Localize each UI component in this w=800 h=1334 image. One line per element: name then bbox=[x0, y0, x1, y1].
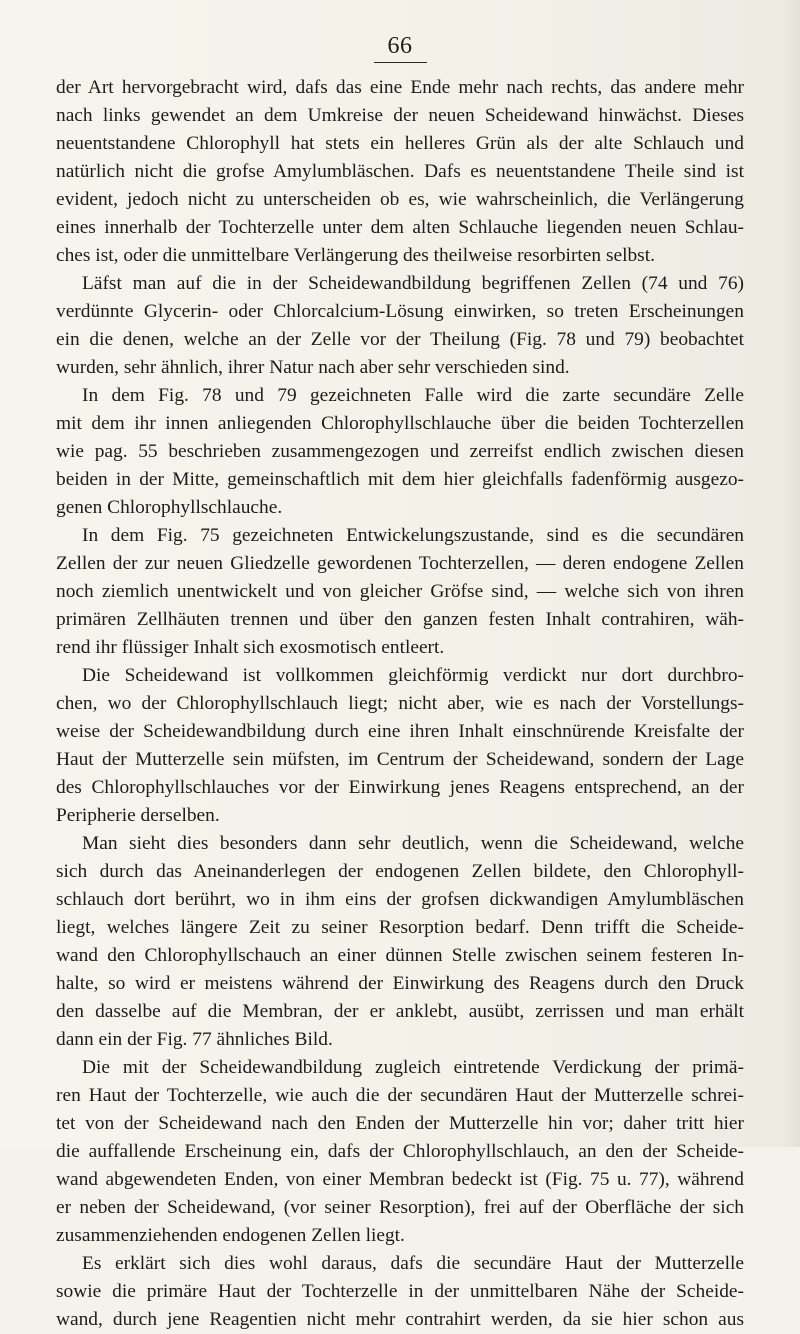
paragraph bbox=[56, 382, 744, 522]
text-line: rend ihr flüssiger Inhalt sich exosmotisch entleert. bbox=[56, 637, 445, 658]
paragraph bbox=[56, 830, 744, 1054]
text-line: Haut der Mutterzelle sein müfsten, im Centrum der Scheidewand, sondern der Lage bbox=[56, 749, 744, 770]
text-line: liegt, welches längere Zeit zu seiner Resorption bedarf. Denn trifft die Scheide- bbox=[56, 917, 744, 938]
text-line: Die mit der Scheidewandbildung zugleich eintretende Verdickung der primä- bbox=[82, 1057, 744, 1078]
text-line: beiden in der Mitte, gemeinschaftlich mit dem hier gleichfalls fadenförmig ausgezo- bbox=[56, 469, 744, 490]
text-line: Läfst man auf die in der Scheidewandbildung begriffenen Zellen (74 und 76) bbox=[82, 273, 744, 294]
text-line: wand, durch jene Reagentien nicht mehr contrahirt werden, da sie hier schon aus bbox=[56, 1309, 744, 1330]
text-line: neuentstandene Chlorophyll hat stets ein helleres Grün als der alte Schlauch und bbox=[56, 133, 744, 154]
text-line: In dem Fig. 78 und 79 gezeichneten Falle wird die zarte secundäre Zelle bbox=[82, 385, 744, 406]
text-line: wurden, sehr ähnlich, ihrer Natur nach aber sehr verschieden sind. bbox=[56, 357, 570, 378]
text-line: Die Scheidewand ist vollkommen gleichförmig verdickt nur dort durchbro- bbox=[82, 665, 744, 686]
page-number-text: 66 bbox=[374, 32, 427, 63]
body-text bbox=[56, 74, 744, 1334]
page-number bbox=[0, 32, 800, 63]
paragraph bbox=[56, 1250, 744, 1334]
text-line: den dasselbe auf die Membran, der er anklebt, ausübt, zerrissen und man erhält bbox=[56, 1001, 744, 1022]
text-line: halte, so wird er meistens während der Einwirkung des Reagens durch den Druck bbox=[56, 973, 744, 994]
text-line: die auffallende Erscheinung ein, dafs der Chlorophyllschlauch, an den der Scheide- bbox=[56, 1141, 744, 1162]
text-line: Es erklärt sich dies wohl daraus, dafs die secundäre Haut der Mutterzelle bbox=[82, 1253, 744, 1274]
text-line: primären Zellhäuten trennen und über den ganzen festen Inhalt contrahiren, wäh- bbox=[56, 609, 744, 630]
text-line: schlauch dort berührt, wo in ihm eins der grofsen dickwandigen Amylumbläschen bbox=[56, 889, 744, 910]
text-line: dann ein der Fig. 77 ähnliches Bild. bbox=[56, 1029, 333, 1050]
text-line: natürlich nicht die grofse Amylumbläschen. Dafs es neuentstandene Theile sind ist bbox=[56, 161, 744, 182]
paragraph bbox=[56, 662, 744, 830]
text-line: Man sieht dies besonders dann sehr deutlich, wenn die Scheidewand, welche bbox=[82, 833, 744, 854]
page-edge-shadow bbox=[782, 0, 800, 1147]
paragraph bbox=[56, 270, 744, 382]
text-line: der Art hervorgebracht wird, dafs das eine Ende mehr nach rechts, das andere mehr bbox=[56, 77, 744, 98]
text-line: sich durch das Aneinanderlegen der endogenen Zellen bildete, den Chlorophyll- bbox=[56, 861, 744, 882]
text-line: wie pag. 55 beschrieben zusammengezogen und zerreifst endlich zwischen diesen bbox=[56, 441, 744, 462]
text-line: genen Chlorophyllschlauche. bbox=[56, 497, 283, 518]
text-line: Peripherie derselben. bbox=[56, 805, 220, 826]
text-line: mit dem ihr innen anliegenden Chlorophyllschlauche über die beiden Tochterzellen bbox=[56, 413, 744, 434]
text-line: ren Haut der Tochterzelle, wie auch die der secundären Haut der Mutterzelle schrei- bbox=[56, 1085, 744, 1106]
text-line: chen, wo der Chlorophyllschlauch liegt; nicht aber, wie es nach der Vorstellungs- bbox=[56, 693, 744, 714]
text-line: tet von der Scheidewand nach den Enden der Mutterzelle hin vor; daher tritt hier bbox=[56, 1113, 744, 1134]
text-line: wand abgewendeten Enden, von einer Membran bedeckt ist (Fig. 75 u. 77), während bbox=[56, 1169, 744, 1190]
text-line: zusammenziehenden endogenen Zellen liegt. bbox=[56, 1225, 405, 1246]
paragraph bbox=[56, 1054, 744, 1250]
text-line: er neben der Scheidewand, (vor seiner Resorption), frei auf der Oberfläche der sich bbox=[56, 1197, 744, 1218]
text-line: eines innerhalb der Tochterzelle unter dem alten Schlauche liegenden neuen Schlau- bbox=[56, 217, 744, 238]
text-line: In dem Fig. 75 gezeichneten Entwickelungszustande, sind es die secundären bbox=[82, 525, 744, 546]
text-line: nach links gewendet an dem Umkreise der neuen Scheidewand hinwächst. Dieses bbox=[56, 105, 744, 126]
text-line: wand den Chlorophyllschauch an einer dünnen Stelle zwischen seinem festeren In- bbox=[56, 945, 744, 966]
text-line: verdünnte Glycerin- oder Chlorcalcium-Lösung einwirken, so treten Erscheinungen bbox=[56, 301, 744, 322]
paragraph bbox=[56, 522, 744, 662]
text-line: sowie die primäre Haut der Tochterzelle in der unmittelbaren Nähe der Scheide- bbox=[56, 1281, 744, 1302]
paragraph bbox=[56, 74, 744, 270]
text-line: Zellen der zur neuen Gliedzelle gewordenen Tochterzellen, — deren endogene Zellen bbox=[56, 553, 744, 574]
text-line: des Chlorophyllschlauches vor der Einwirkung jenes Reagens entsprechend, an der bbox=[56, 777, 744, 798]
text-line: ein die denen, welche an der Zelle vor der Theilung (Fig. 78 und 79) beobachtet bbox=[56, 329, 744, 350]
text-line: noch ziemlich unentwickelt und von gleicher Gröfse sind, — welche sich von ihren bbox=[56, 581, 744, 602]
text-line: ches ist, oder die unmittelbare Verlängerung des theilweise resorbirten selbst. bbox=[56, 245, 655, 266]
text-line: weise der Scheidewandbildung durch eine ihren Inhalt einschnürende Kreisfalte der bbox=[56, 721, 744, 742]
text-line: evident, jedoch nicht zu unterscheiden ob es, wie wahrscheinlich, die Verlängerung bbox=[56, 189, 744, 210]
